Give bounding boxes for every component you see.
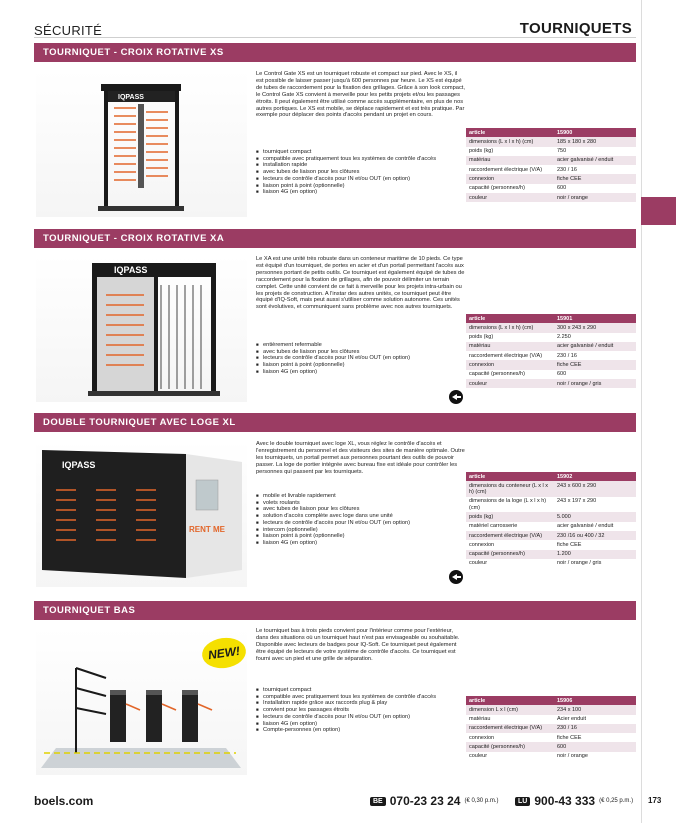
spec-row	[466, 705, 636, 714]
product-image-xl	[36, 440, 247, 587]
spec-value: fiche CEE	[557, 541, 582, 548]
spec-label: capacité (personnes/h)	[469, 185, 525, 192]
feature-item: ■ avec tubes de liaison pour les clôtures	[256, 349, 476, 356]
spec-label: connexion	[466, 174, 554, 183]
spec-row	[466, 174, 636, 183]
spec-value: 15906	[554, 696, 636, 705]
phone-be	[370, 794, 498, 808]
spec-label: connexion	[466, 360, 554, 369]
spec-value: acier galvanisé / enduit	[557, 523, 614, 530]
spec-row	[466, 342, 636, 351]
spec-label: raccordement électrique (V/A)	[469, 352, 543, 359]
features-xl	[256, 493, 476, 547]
spec-row	[466, 137, 636, 146]
spec-label: capacité (personnes/h)	[466, 742, 554, 751]
feature-item: ■ intercom (optionnelle)	[256, 527, 476, 534]
feature-item: ■ avec tubes de liaison pour les clôtures	[256, 506, 476, 513]
spec-label: poids (kg)	[469, 148, 494, 155]
feature-item: ■ liaison point à point (optionnelle)	[256, 183, 476, 190]
country-code-lu: LU	[515, 797, 530, 806]
spec-value: 600	[557, 185, 567, 192]
feature-item: ■ lecteurs de contrôle d'accès pour IN et/ou OUT (en option)	[256, 355, 476, 362]
spec-row	[466, 752, 636, 761]
spec-value: 300 x 243 x 290	[554, 323, 636, 332]
spec-value: acier galvanisé / enduit	[554, 342, 636, 351]
spec-row	[466, 193, 636, 202]
logo-iqpass: IQPASS	[114, 265, 148, 275]
spec-label: article	[466, 696, 554, 705]
spec-label: matériau	[466, 156, 554, 165]
spec-value: 750	[557, 148, 567, 155]
spec-value: noir / orange / gris	[557, 560, 602, 567]
feature-item: ■ liaison 4G (en option)	[256, 540, 476, 547]
spec-value: 243 x 600 x 290	[554, 481, 636, 497]
spec-label: dimensions (L x l x h) (cm)	[466, 137, 554, 146]
logo-iqpass: IQPASS	[118, 94, 144, 101]
features-xs	[256, 149, 476, 196]
spec-value: 600	[557, 371, 567, 378]
spec-value: fiche CEE	[557, 734, 582, 741]
spec-value: 230 /16 ou 400 / 32	[554, 531, 636, 540]
spec-row	[466, 550, 636, 559]
spec-label: capacité (personnes/h)	[469, 371, 525, 378]
feature-item: ■ lecteurs de contrôle d'accès pour IN et/ou OUT (en option)	[256, 520, 476, 527]
spec-table-xs	[466, 128, 636, 202]
spec-value: 230 / 16	[554, 724, 636, 733]
page-number: 173	[648, 796, 662, 805]
spec-label: raccordement électrique (V/A)	[466, 531, 554, 540]
spec-value: fiche CEE	[554, 360, 636, 369]
feature-item: ■ liaison 4G (en option)	[256, 369, 476, 376]
logo-iqpass: IQPASS	[62, 460, 96, 470]
spec-label: couleur	[469, 560, 488, 567]
spec-label: article	[466, 472, 554, 481]
arrow-left-icon	[449, 390, 463, 404]
container-text: RENT ME	[189, 525, 225, 534]
description-xs: Le Control Gate XS est un tourniquet robuste et compact sur pied. Avec le XS, il est possible de laisser passer jusqu'à 600 personnes par heure. Le XS est équipé de tubes de raccordement pour la fixation des grillages. Grâce à son look compact, le Control Gate XS convient à merveille pour les petits projets et/ou les passages étroits. Il peut également être utilisé comme accès supplémentaire, en plus de nos autres portiques. Le XS est mobile, se déplace rapidement et est très pratique. Par exemple pour déplacer des points d'accès pendant un projet en cours.	[256, 71, 465, 119]
spec-label: dimensions (L x l x h) (cm)	[466, 323, 554, 332]
spec-label: dimensions de la loge (L x l x h) (cm)	[469, 498, 547, 511]
phone-number-be[interactable]: 070-23 23 24	[389, 794, 461, 808]
feature-item: ■ Installation rapide grâce aux raccords plug & play	[256, 700, 476, 707]
spec-label: couleur	[466, 193, 554, 202]
section-title-xs: TOURNIQUET - CROIX ROTATIVE XS	[34, 43, 636, 62]
feature-item: ■ liaison point à point (optionnelle)	[256, 533, 476, 540]
spec-row	[466, 147, 636, 156]
section-title-xa: TOURNIQUET - CROIX ROTATIVE XA	[34, 229, 636, 248]
spec-row	[466, 314, 636, 323]
call-price-be: (€ 0,30 p.m.)	[464, 798, 499, 804]
header-category: SÉCURITÉ	[34, 23, 103, 38]
description-xa: Le XA est une unité très robuste dans un conteneur maritime de 10 pieds. Ce type est équipé d'un tourniquet, de portes en acier et d'un portail permettant l'accès aux personnes portant de petits outils. Ce tourniquet est également équipé de tubes de raccordement pour la fixation de grillages, afin de pouvoir délimiter un terrain complet. Cette unité convient de ce fait à merveille pour les projets intra-urbain ou les projets de construction. A l'instar des autres unités, ce tourniquet peut être équipé d'IQ-Soft, mais peut aussi s'utiliser comme solution autonome. Ces unités sont évolutives, et communiquent sans problème avec nos autres tourniquets.	[256, 256, 465, 311]
feature-item: ■ compatible avec pratiquement tous les systèmes de contrôle d'accès	[256, 694, 476, 701]
spec-row	[466, 370, 636, 379]
spec-label: article	[466, 314, 554, 323]
spec-row	[466, 724, 636, 733]
footer	[0, 794, 676, 814]
spec-value: 1.200	[554, 550, 636, 559]
spec-value: 243 x 197 x 290	[557, 498, 597, 505]
feature-item: ■ Compte-personnes (en option)	[256, 727, 476, 734]
spec-label: capacité (personnes/h)	[466, 550, 554, 559]
product-image-xa	[36, 255, 247, 402]
feature-item: ■ liaison 4G (en option)	[256, 721, 476, 728]
spec-value: 5.000	[554, 512, 636, 521]
feature-item: ■ mobile et livrable rapidement	[256, 493, 476, 500]
spec-label: connexion	[469, 734, 495, 741]
feature-item: ■ tourniquet compact	[256, 687, 476, 694]
feature-item: ■ entièrement refermable	[256, 342, 476, 349]
spec-table-bas	[466, 696, 636, 761]
page-title: TOURNIQUETS	[519, 20, 632, 37]
spec-value: Acier enduit	[557, 716, 587, 723]
spec-label: connexion	[469, 541, 495, 548]
spec-label: raccordement électrique (V/A)	[466, 724, 554, 733]
spec-label: matériel carrosserie	[469, 523, 518, 530]
spec-label: article	[466, 128, 554, 137]
spec-row	[466, 333, 636, 342]
spec-row	[466, 128, 636, 137]
spec-value: noir / orange / gris	[554, 379, 636, 388]
country-code-be: BE	[370, 797, 386, 806]
spec-value: 185 x 180 x 280	[554, 137, 636, 146]
section-title-bas: TOURNIQUET BAS	[34, 601, 636, 620]
spec-row	[466, 379, 636, 388]
feature-item: ■ installation rapide	[256, 162, 476, 169]
spec-label: raccordement électrique (V/A)	[469, 166, 543, 173]
spec-row	[466, 715, 636, 724]
spec-table-xa	[466, 314, 636, 388]
spec-row	[466, 559, 636, 568]
spec-row	[466, 522, 636, 531]
feature-item: ■ convient pour les passages étroits	[256, 707, 476, 714]
margin-line	[641, 0, 642, 823]
spec-value: 2.250	[557, 334, 571, 341]
spec-label: couleur	[466, 379, 554, 388]
spec-label: couleur	[469, 753, 488, 760]
feature-item: ■ avec tubes de liaison pour les clôtures	[256, 169, 476, 176]
call-price-lu: (€ 0,25 p.m.)	[599, 798, 634, 804]
spec-row	[466, 323, 636, 332]
spec-row	[466, 696, 636, 705]
spec-label: poids (kg)	[466, 512, 554, 521]
spec-row	[466, 540, 636, 549]
feature-item: ■ tourniquet compact	[256, 149, 476, 156]
spec-value: fiche CEE	[554, 174, 636, 183]
feature-item: ■ liaison 4G (en option)	[256, 189, 476, 196]
feature-item: ■ lecteurs de contrôle d'accès pour IN et/ou OUT (en option)	[256, 714, 476, 721]
product-image-xs	[36, 70, 247, 217]
spec-row	[466, 497, 636, 513]
spec-value: 230 / 16	[557, 352, 577, 359]
spec-row	[466, 733, 636, 742]
spec-value: acier galvanisé / enduit	[554, 156, 636, 165]
feature-item: ■ compatible avec pratiquement tous les systèmes de contrôle d'accès	[256, 156, 476, 163]
spec-value: 15901	[554, 314, 636, 323]
spec-value: 600	[554, 742, 636, 751]
feature-item: ■ solution d'accès complète avec loge dans une unité	[256, 513, 476, 520]
arrow-left-icon	[449, 570, 463, 584]
new-badge: NEW!	[200, 635, 248, 671]
chapter-tab	[641, 197, 676, 225]
spec-row	[466, 512, 636, 521]
spec-row	[466, 531, 636, 540]
spec-value: 15900	[554, 128, 636, 137]
spec-row	[466, 156, 636, 165]
spec-value: 230 / 16	[557, 166, 577, 173]
spec-row	[466, 360, 636, 369]
site-link[interactable]: boels.com	[34, 794, 94, 808]
feature-item: ■ liaison point à point (optionnelle)	[256, 362, 476, 369]
spec-label: matériau	[466, 342, 554, 351]
spec-value: 15902	[554, 472, 636, 481]
feature-item: ■ volets roulants	[256, 500, 476, 507]
spec-value: 234 x 100	[554, 705, 636, 714]
spec-row	[466, 472, 636, 481]
section-title-xl: DOUBLE TOURNIQUET AVEC LOGE XL	[34, 413, 636, 432]
spec-label: poids (kg)	[469, 334, 494, 341]
feature-item: ■ lecteurs de contrôle d'accès pour IN et/ou OUT (en option)	[256, 176, 476, 183]
header-divider	[34, 37, 636, 38]
spec-label: matériau	[469, 716, 491, 723]
features-bas	[256, 687, 476, 734]
spec-row	[466, 351, 636, 360]
phone-number-lu[interactable]: 900-43 333	[534, 794, 596, 808]
description-bas: Le tourniquet bas à trois pieds convient pour l'intérieur comme pour l'extérieur, dans des situations où un tourniquet haut n'est pas envisageable ou souhaitable. Disponible avec lecteurs de badges pour IQ-Soft. Ce tourniquet peut également être équipé de lecteurs de votre système de contrôle d'accès. Ce tourniquet est fourni avec un pied et une grille de séparation.	[256, 628, 460, 662]
spec-row	[466, 184, 636, 193]
spec-table-xl	[466, 472, 636, 568]
spec-label: dimension L x l (cm)	[466, 705, 554, 714]
phone-lu	[515, 794, 633, 808]
spec-label: dimensions du conteneur (L x l x h) (cm)	[466, 481, 554, 497]
spec-row	[466, 742, 636, 751]
features-xa	[256, 342, 476, 376]
spec-row	[466, 481, 636, 497]
spec-value: noir / orange	[557, 753, 588, 760]
spec-row	[466, 165, 636, 174]
spec-value: noir / orange	[554, 193, 636, 202]
description-xl: Avec le double tourniquet avec loge XL, vous réglez le contrôle d'accès et l'enregistrement du personnel et des visiteurs des sites de manière optimale. Outre les tourniquets, un portail permet aux personnes pourtant des outils de pouvoir passer. La loge de portier intégrée avec bureau fixe est idéale pour contrôler les personnes qui passent par les tourniquets.	[256, 441, 465, 475]
